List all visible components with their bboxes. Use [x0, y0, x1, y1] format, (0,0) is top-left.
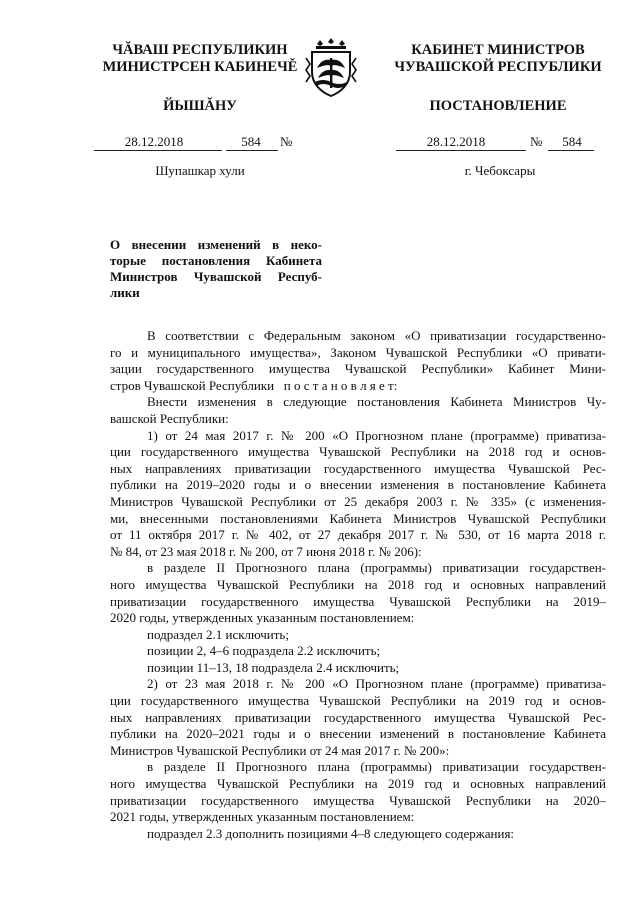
body-line: ного имущества Чувашской Республики на 2019 год и основных направлений: [110, 776, 606, 792]
header-left-line1: ЧĂВАШ РЕСПУБЛИКИН: [112, 42, 288, 58]
body-line: № 84, от 23 мая 2018 г. № 200, от 7 июня 2018 г. № 206):: [110, 543, 422, 559]
body-line: ных направлениях приватизации государственного имущества Чувашской Рес-: [110, 709, 606, 725]
body-line: Внести изменения в следующие постановления Кабинета Министров Чу-: [147, 394, 606, 410]
number-right: 584: [562, 134, 582, 149]
header-right-line1: КАБИНЕТ МИНИСТРОВ: [411, 42, 585, 58]
body-line: ции государственного имущества Чувашской Республики на 2019 год и основ-: [110, 693, 606, 709]
date-right: 28.12.2018: [426, 134, 486, 149]
subject-line: Министров Чувашской Респуб-: [110, 269, 322, 284]
body-line: 2020 годы, утвержденных указанным постановлением:: [110, 610, 415, 626]
body-line: 2) от 23 мая 2018 г. № 200 «О Прогнозном плане (программе) приватиза-: [147, 676, 606, 692]
body-line: подраздел 2.1 исключить;: [147, 626, 289, 642]
body-line: ции государственного имущества Чувашской Республики на 2018 год и основ-: [110, 444, 606, 460]
body-line: в разделе II Прогнозного плана (программы) приватизации государствен-: [147, 759, 606, 775]
body-line: позиции 11–13, 18 подраздела 2.4 исключить;: [147, 659, 400, 675]
date-line-right: [396, 134, 608, 150]
body-line: публики на 2019–2020 годы и о внесении изменения в постановление Кабинета: [110, 477, 606, 493]
body-line: ного имущества Чувашской Республики на 2018 год и основных направлений: [110, 576, 606, 592]
body-line: от 11 октября 2017 г. № 402, от 27 декабря 2017 г. № 530, от 16 марта 2018 г.: [110, 527, 606, 543]
body-line: позиции 2, 4–6 подраздела 2.2 исключить;: [147, 643, 381, 659]
header-right-doc-type: ПОСТАНОВЛЕНИЕ: [429, 98, 567, 114]
body-line: Министров Чувашской Республики от 25 декабря 2003 г. № 335» (с изменения-: [110, 493, 606, 509]
body-line: В соответствии с Федеральным законом «О приватизации государственно-: [147, 328, 606, 343]
number-sign-right: №: [530, 134, 543, 149]
subject-line: торые постановления Кабинета: [110, 253, 322, 268]
number-left: 584: [241, 134, 261, 149]
date-left-underline: [94, 150, 222, 151]
header-right-line2: ЧУВАШСКОЙ РЕСПУБЛИКИ: [394, 59, 602, 75]
body-line: Министров Чувашской Республики от 24 мая 2017 г. № 200»:: [110, 742, 450, 758]
body-line: ми, внесенными постановлениями Кабинета Министров Чувашской Республики: [110, 510, 606, 526]
date-left: 28.12.2018: [124, 134, 184, 149]
number-right-underline: [548, 150, 594, 151]
header-left: [100, 42, 300, 76]
city-left: Шупашкар хули: [155, 163, 245, 178]
body-line: зации государственного имущества Чувашской Республики» Кабинет Мини-: [110, 361, 606, 377]
body-line: го и муниципального имущества», Законом Чувашской Республики «О привати-: [110, 344, 606, 360]
number-left-underline: [226, 150, 278, 151]
body-line: вашской Республики:: [110, 410, 229, 426]
body-line: приватизации государственного имущества Чувашской Республики на 2019–: [110, 593, 606, 609]
header-left-doc-type: ЙЫШĂНУ: [163, 98, 237, 114]
number-sign-left: №: [280, 134, 293, 149]
body-line: приватизации государственного имущества Чувашской Республики на 2020–: [110, 792, 606, 808]
body-line: в разделе II Прогнозного плана (программы) приватизации государствен-: [147, 560, 606, 576]
body-line: ных направлениях приватизации государственного имущества Чувашской Рес-: [110, 460, 606, 476]
city-right: г. Чебоксары: [464, 163, 536, 178]
body-line: 1) от 24 мая 2017 г. № 200 «О Прогнозном плане (программе) приватиза-: [147, 427, 606, 443]
body-line: стров Чувашской Республики п о с т а н о в л я е т:: [110, 377, 398, 393]
header-left-line2: МИНИСТРСЕН КАБИНЕЧĚ: [102, 59, 298, 75]
subject-line: О внесении изменений в неко-: [110, 237, 322, 252]
chuvash-coat-of-arms-icon: [303, 38, 359, 100]
body-line: 2021 годы, утвержденных указанным постановлением:: [110, 809, 415, 825]
subject-line: лики: [110, 285, 140, 300]
document-body: [110, 328, 606, 842]
document-subject: [110, 237, 322, 301]
header-right: [392, 42, 604, 76]
body-line: подраздел 2.3 дополнить позициями 4–8 следующего содержания:: [147, 825, 515, 841]
date-line-left: [90, 134, 316, 150]
body-line: публики на 2020–2021 годы и о внесении изменений в постановление Кабинета: [110, 726, 606, 742]
date-right-underline: [396, 150, 526, 151]
